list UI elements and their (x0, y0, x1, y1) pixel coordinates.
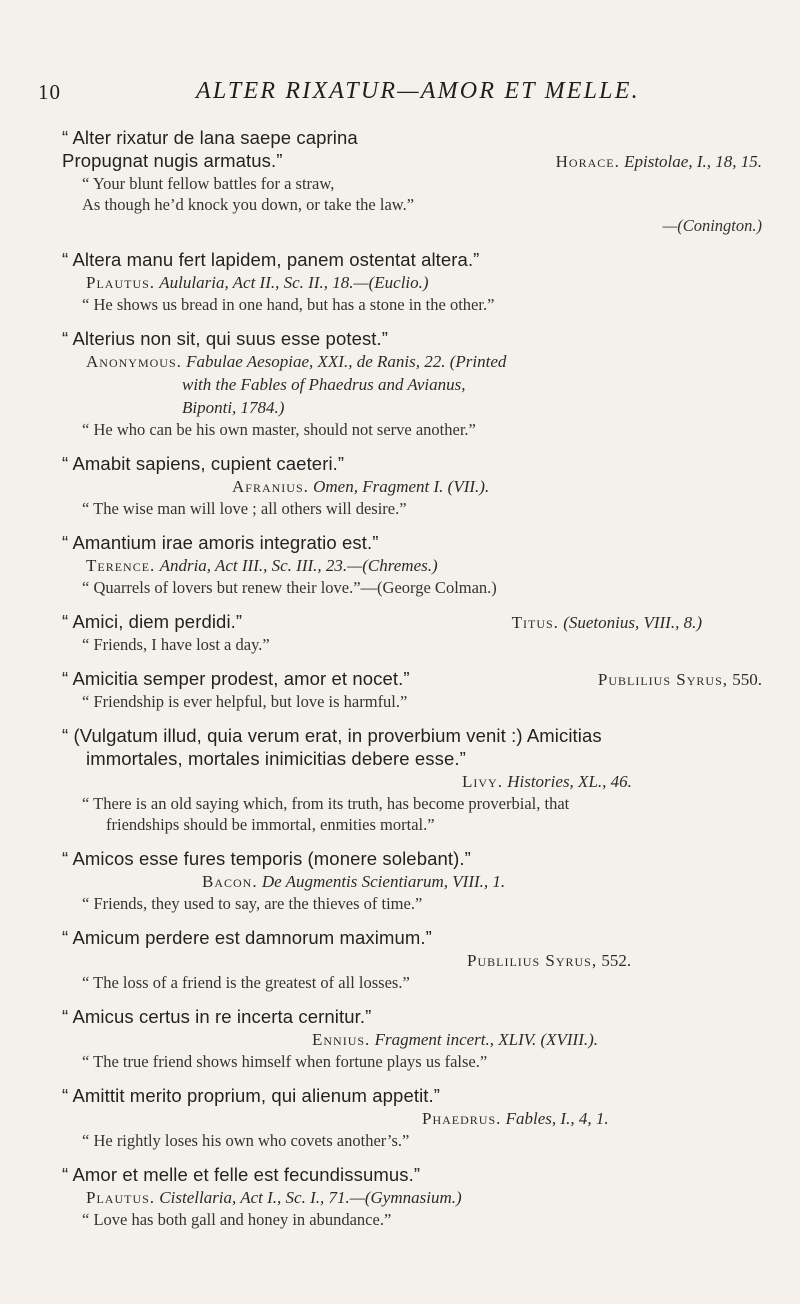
latin-line: “ Amittit merito proprium, qui alienum appetit.” (62, 1085, 441, 1106)
quotation-entry (62, 1163, 762, 1230)
source: Fables, I., 4, 1. (505, 1109, 609, 1128)
running-head: ALTER RIXATUR—AMOR ET MELLE. (196, 78, 640, 104)
translation-line: “ He shows us bread in one hand, but has a stone in the other.” (82, 295, 495, 314)
quotation-entry (62, 531, 762, 598)
latin-line: “ Alter rixatur de lana saepe caprina (62, 127, 358, 148)
source: Aulularia, Act II., Sc. II., 18.—(Euclio.) (159, 273, 429, 292)
latin-line: “ Amici, diem perdidi.” (62, 611, 243, 632)
author: Anonymous. (86, 352, 182, 371)
translator: —(Conington.) (662, 216, 762, 235)
author: Terence. (86, 556, 156, 575)
source: Cistellaria, Act I., Sc. I., 71.—(Gymnasium.) (159, 1188, 462, 1207)
translation-line: friendships should be immortal, enmities mortal.” (106, 815, 435, 834)
latin-line: “ Amicos esse fures temporis (monere solebant).” (62, 848, 471, 869)
quotation-entry (62, 1084, 762, 1151)
quotation-entry (62, 126, 762, 236)
latin-line: immortales, mortales inimicitias debere esse.” (86, 748, 466, 769)
latin-line: “ Amabit sapiens, cupient caeteri.” (62, 453, 345, 474)
quotation-list (62, 126, 762, 1242)
translation-line: “ Your blunt fellow battles for a straw, (82, 174, 335, 193)
latin-line: “ Alterius non sit, qui suus esse potest.” (62, 328, 389, 349)
quotation-entry (62, 847, 762, 914)
source: Histories, XL., 46. (507, 772, 632, 791)
author: Livy. (462, 772, 503, 791)
source-continued: Biponti, 1784.) (182, 398, 285, 417)
author: Afranius. (232, 477, 309, 496)
latin-line: Propugnat nugis armatus.” (62, 150, 283, 171)
source: Andria, Act III., Sc. III., 23.—(Chremes.) (159, 556, 438, 575)
quotation-entry (62, 610, 762, 655)
author: Phaedrus. (422, 1109, 502, 1128)
translation-line: “ He who can be his own master, should not serve another.” (82, 420, 476, 439)
author: Plautus. (86, 1188, 156, 1207)
translation-line: “ Love has both gall and honey in abundance.” (82, 1210, 392, 1229)
source-continued: with the Fables of Phaedrus and Avianus, (182, 375, 466, 394)
quotation-entry (62, 327, 762, 440)
latin-line: “ Amor et melle et felle est fecundissumus.” (62, 1164, 421, 1185)
author: Ennius. (312, 1030, 371, 1049)
latin-line: “ Amicus certus in re incerta cernitur.” (62, 1006, 372, 1027)
source: Omen, Fragment I. (VII.). (313, 477, 490, 496)
page-number: 10 (38, 80, 61, 104)
translation-line: “ Friends, they used to say, are the thieves of time.” (82, 894, 423, 913)
author: Publilius Syrus, (467, 951, 598, 970)
quotation-entry (62, 926, 762, 993)
author: Plautus. (86, 273, 156, 292)
translation-line: “ He rightly loses his own who covets another’s.” (82, 1131, 410, 1150)
quotation-entry (62, 248, 762, 315)
quotation-entry (62, 452, 762, 519)
latin-line: “ Amicitia semper prodest, amor et nocet.” (62, 668, 410, 689)
source: Fabulae Aesopiae, XXI., de Ranis, 22. (Printed (186, 352, 507, 371)
author: Bacon. (202, 872, 258, 891)
source: De Augmentis Scientiarum, VIII., 1. (261, 872, 506, 891)
latin-line: “ (Vulgatum illud, quia verum erat, in proverbium venit :) Amicitias (62, 725, 602, 746)
latin-line: “ Amicum perdere est damnorum maximum.” (62, 927, 432, 948)
source: 550. (732, 670, 762, 689)
translation-line: “ Friends, I have lost a day.” (82, 635, 270, 654)
source: 552. (601, 951, 632, 970)
source: (Suetonius, VIII., 8.) (563, 613, 702, 632)
author: Horace. (555, 152, 620, 171)
translation-line: “ Quarrels of lovers but renew their love.”—(George Colman.) (82, 578, 497, 597)
translation-line: “ Friendship is ever helpful, but love is harmful.” (82, 692, 408, 711)
page-header (38, 78, 760, 108)
quotation-entry (62, 724, 762, 835)
translation-line: “ The true friend shows himself when fortune plays us false.” (82, 1052, 488, 1071)
latin-line: “ Amantium irae amoris integratio est.” (62, 532, 379, 553)
quotation-entry (62, 667, 762, 712)
translation-line: As though he’d knock you down, or take the law.” (82, 195, 415, 214)
translation-line: “ The wise man will love ; all others will desire.” (82, 499, 407, 518)
latin-line: “ Altera manu fert lapidem, panem ostentat altera.” (62, 249, 480, 270)
translation-line: “ The loss of a friend is the greatest of all losses.” (82, 973, 410, 992)
translation-line: “ There is an old saying which, from its truth, has become proverbial, that (82, 794, 570, 813)
quotation-entry (62, 1005, 762, 1072)
source: Epistolae, I., 18, 15. (624, 152, 762, 171)
source: Fragment incert., XLIV. (XVIII.). (374, 1030, 599, 1049)
author: Publilius Syrus, (597, 670, 728, 689)
author: Titus. (511, 613, 559, 632)
